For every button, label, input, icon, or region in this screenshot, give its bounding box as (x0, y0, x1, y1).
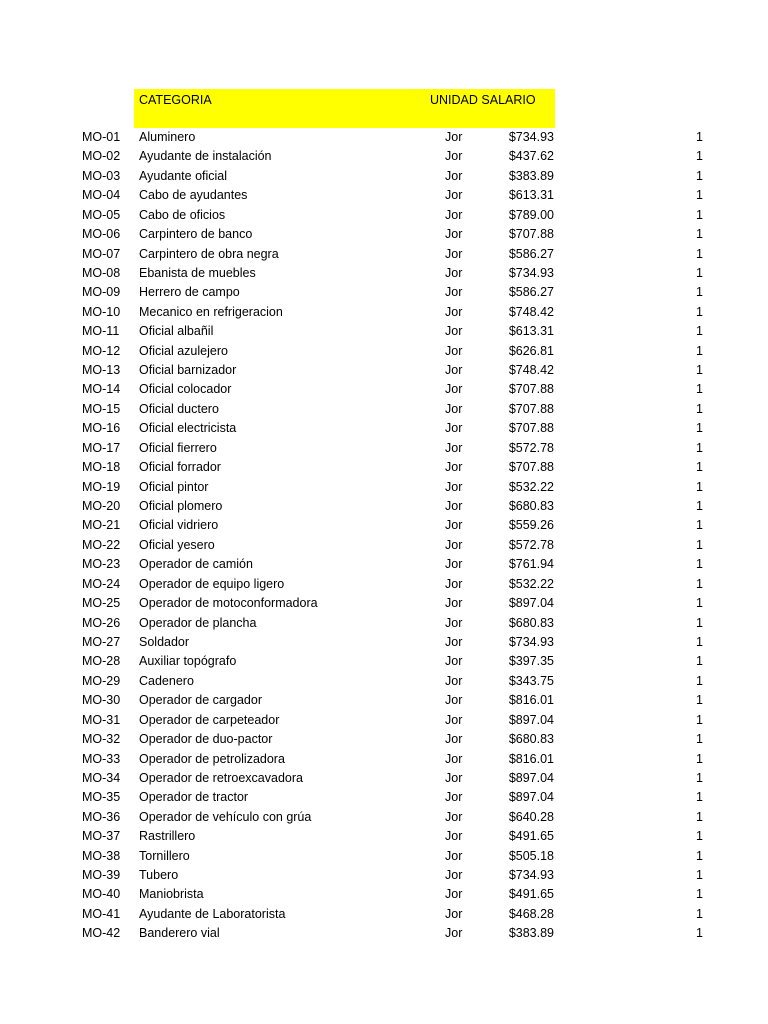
row-category: Carpintero de banco (139, 227, 253, 242)
row-unit: Jor (445, 343, 463, 358)
row-category: Rastrillero (139, 829, 196, 844)
row-quantity: 1 (696, 615, 703, 630)
row-unit: Jor (445, 207, 463, 222)
row-unit: Jor (445, 829, 463, 844)
table-row (0, 458, 768, 477)
row-unit: Jor (445, 634, 463, 649)
table-row (0, 730, 768, 749)
row-category: Aluminero (139, 130, 196, 144)
table-row (0, 478, 768, 497)
row-unit: Jor (445, 130, 463, 144)
table-row (0, 342, 768, 361)
row-quantity: 1 (696, 654, 703, 669)
row-unit: Jor (445, 615, 463, 630)
row-unit: Jor (445, 421, 463, 436)
row-unit: Jor (445, 693, 463, 708)
table-row (0, 245, 768, 264)
row-unit: Jor (445, 188, 463, 203)
row-code: MO-04 (82, 188, 121, 203)
row-code: MO-41 (82, 906, 121, 921)
row-code: MO-27 (82, 634, 121, 649)
row-code: MO-19 (82, 479, 121, 494)
row-unit: Jor (445, 751, 463, 766)
row-unit: Jor (445, 848, 463, 863)
row-quantity: 1 (696, 926, 703, 941)
row-quantity: 1 (696, 227, 703, 242)
row-unit: Jor (445, 770, 463, 785)
row-unit: Jor (445, 149, 463, 164)
row-salary: $383.89 (508, 926, 554, 941)
row-code: MO-20 (82, 499, 121, 514)
row-unit: Jor (445, 168, 463, 183)
row-category: Cabo de oficios (139, 207, 226, 222)
row-salary: $680.83 (508, 615, 554, 630)
row-unit: Jor (445, 576, 463, 591)
row-code: MO-01 (82, 130, 121, 144)
table-row (0, 711, 768, 730)
row-category: Banderero vial (139, 926, 220, 941)
table-row (0, 225, 768, 244)
row-unit: Jor (445, 479, 463, 494)
table-row (0, 691, 768, 710)
row-code: MO-31 (82, 712, 121, 727)
row-unit: Jor (445, 227, 463, 242)
row-code: MO-09 (82, 285, 121, 300)
row-unit: Jor (445, 246, 463, 261)
row-code: MO-18 (82, 460, 121, 475)
row-unit: Jor (445, 868, 463, 883)
row-salary: $707.88 (508, 227, 554, 242)
row-code: MO-14 (82, 382, 121, 397)
row-unit: Jor (445, 596, 463, 611)
row-quantity: 1 (696, 265, 703, 280)
table-row (0, 905, 768, 924)
row-code: MO-07 (82, 246, 121, 261)
row-category: Cadenero (139, 673, 194, 688)
table-row (0, 186, 768, 205)
row-quantity: 1 (696, 673, 703, 688)
table-row (0, 361, 768, 380)
row-unit: Jor (445, 265, 463, 280)
table-row (0, 827, 768, 846)
row-code: MO-11 (82, 324, 120, 339)
row-category: Herrero de campo (139, 285, 240, 300)
row-quantity: 1 (696, 363, 703, 378)
row-category: Operador de carpeteador (139, 712, 280, 727)
row-code: MO-38 (82, 848, 121, 863)
row-unit: Jor (445, 654, 463, 669)
row-unit: Jor (445, 518, 463, 533)
row-category: Ayudante de Laboratorista (139, 906, 286, 921)
row-category: Oficial pintor (139, 479, 209, 494)
row-category: Carpintero de obra negra (139, 246, 279, 261)
row-code: MO-10 (82, 304, 121, 319)
row-code: MO-16 (82, 421, 121, 436)
row-code: MO-13 (82, 363, 121, 378)
row-code: MO-24 (82, 576, 121, 591)
row-code: MO-06 (82, 227, 121, 242)
row-code: MO-36 (82, 809, 121, 824)
row-category: Operador de retroexcavadora (139, 770, 303, 785)
row-code: MO-22 (82, 537, 121, 552)
table-row (0, 128, 768, 147)
table-row (0, 866, 768, 885)
table-row (0, 283, 768, 302)
table-row (0, 264, 768, 283)
row-unit: Jor (445, 363, 463, 378)
row-category: Cabo de ayudantes (139, 188, 248, 203)
row-category: Ayudante de instalación (139, 149, 272, 164)
row-salary: $532.22 (508, 479, 554, 494)
row-unit: Jor (445, 460, 463, 475)
row-code: MO-29 (82, 673, 121, 688)
row-salary: $897.04 (508, 596, 554, 611)
table-row (0, 614, 768, 633)
table-row (0, 516, 768, 535)
row-salary: $505.18 (508, 848, 554, 863)
row-quantity: 1 (696, 440, 703, 455)
row-quantity: 1 (696, 149, 703, 164)
row-salary: $680.83 (508, 732, 554, 747)
row-unit: Jor (445, 887, 463, 902)
row-code: MO-21 (82, 518, 121, 533)
row-category: Tubero (139, 868, 179, 883)
row-code: MO-02 (82, 149, 121, 164)
row-quantity: 1 (696, 246, 703, 261)
row-salary: $707.88 (508, 460, 554, 475)
row-category: Oficial electricista (139, 421, 237, 436)
row-salary: $734.93 (508, 130, 554, 144)
row-category: Operador de plancha (139, 615, 257, 630)
table-row (0, 672, 768, 691)
row-quantity: 1 (696, 324, 703, 339)
table-row (0, 536, 768, 555)
row-category: Oficial ductero (139, 401, 219, 416)
row-quantity: 1 (696, 751, 703, 766)
row-quantity: 1 (696, 343, 703, 358)
row-salary: $586.27 (508, 246, 554, 261)
row-category: Operador de motoconformadora (139, 596, 318, 611)
row-category: Auxiliar topógrafo (139, 654, 237, 669)
row-quantity: 1 (696, 479, 703, 494)
row-code: MO-37 (82, 829, 121, 844)
row-category: Operador de camión (139, 557, 253, 572)
row-code: MO-26 (82, 615, 121, 630)
row-salary: $559.26 (508, 518, 554, 533)
row-salary: $707.88 (508, 382, 554, 397)
row-salary: $816.01 (508, 693, 554, 708)
row-code: MO-08 (82, 265, 121, 280)
table-row (0, 400, 768, 419)
row-quantity: 1 (696, 518, 703, 533)
row-salary: $613.31 (508, 324, 554, 339)
row-code: MO-15 (82, 401, 121, 416)
row-unit: Jor (445, 537, 463, 552)
row-quantity: 1 (696, 887, 703, 902)
row-category: Oficial albañil (139, 324, 214, 339)
row-quantity: 1 (696, 596, 703, 611)
row-unit: Jor (445, 712, 463, 727)
table-row (0, 167, 768, 186)
table-row (0, 497, 768, 516)
salary-table (0, 128, 768, 944)
row-quantity: 1 (696, 712, 703, 727)
row-category: Operador de petrolizadora (139, 751, 285, 766)
row-category: Oficial forrador (139, 460, 221, 475)
row-salary: $707.88 (508, 401, 554, 416)
row-category: Operador de cargador (139, 693, 262, 708)
table-row (0, 594, 768, 613)
row-category: Ebanista de muebles (139, 265, 256, 280)
row-quantity: 1 (696, 829, 703, 844)
row-salary: $734.93 (508, 265, 554, 280)
table-row (0, 652, 768, 671)
row-category: Operador de vehículo con grúa (139, 809, 312, 824)
row-code: MO-35 (82, 790, 121, 805)
table-row (0, 380, 768, 399)
row-quantity: 1 (696, 770, 703, 785)
row-salary: $532.22 (508, 576, 554, 591)
row-category: Maniobrista (139, 887, 204, 902)
row-quantity: 1 (696, 576, 703, 591)
row-salary: $397.35 (508, 654, 554, 669)
row-quantity: 1 (696, 499, 703, 514)
row-salary: $343.75 (508, 673, 554, 688)
row-category: Oficial fierrero (139, 440, 217, 455)
row-unit: Jor (445, 382, 463, 397)
row-code: MO-28 (82, 654, 121, 669)
row-salary: $734.93 (508, 868, 554, 883)
row-quantity: 1 (696, 304, 703, 319)
table-row (0, 924, 768, 943)
row-quantity: 1 (696, 634, 703, 649)
row-salary: $640.28 (508, 809, 554, 824)
row-unit: Jor (445, 926, 463, 941)
row-quantity: 1 (696, 188, 703, 203)
row-salary: $897.04 (508, 712, 554, 727)
row-unit: Jor (445, 673, 463, 688)
row-salary: $626.81 (508, 343, 554, 358)
row-code: MO-32 (82, 732, 121, 747)
row-unit: Jor (445, 732, 463, 747)
table-row (0, 147, 768, 166)
header-categoria: CATEGORIA (139, 93, 212, 107)
row-quantity: 1 (696, 421, 703, 436)
row-code: MO-30 (82, 693, 121, 708)
row-quantity: 1 (696, 130, 703, 144)
table-row (0, 555, 768, 574)
row-unit: Jor (445, 324, 463, 339)
row-category: Operador de tractor (139, 790, 249, 805)
row-unit: Jor (445, 499, 463, 514)
row-quantity: 1 (696, 790, 703, 805)
row-code: MO-17 (82, 440, 121, 455)
row-code: MO-03 (82, 168, 121, 183)
row-category: Oficial colocador (139, 382, 232, 397)
row-salary: $897.04 (508, 770, 554, 785)
row-code: MO-33 (82, 751, 121, 766)
table-row (0, 847, 768, 866)
row-unit: Jor (445, 401, 463, 416)
row-unit: Jor (445, 440, 463, 455)
row-salary: $491.65 (508, 887, 554, 902)
row-code: MO-34 (82, 770, 121, 785)
table-row (0, 808, 768, 827)
table-row (0, 885, 768, 904)
row-category: Tornillero (139, 848, 190, 863)
row-code: MO-25 (82, 596, 121, 611)
table-row (0, 419, 768, 438)
row-quantity: 1 (696, 848, 703, 863)
row-salary: $761.94 (508, 557, 554, 572)
row-quantity: 1 (696, 207, 703, 222)
table-row (0, 322, 768, 341)
row-salary: $734.93 (508, 634, 554, 649)
row-salary: $468.28 (508, 906, 554, 921)
row-quantity: 1 (696, 382, 703, 397)
table-row (0, 750, 768, 769)
header-unidad-salario: UNIDAD SALARIO (430, 93, 536, 107)
row-salary: $789.00 (508, 207, 554, 222)
table-row (0, 788, 768, 807)
row-quantity: 1 (696, 401, 703, 416)
row-category: Oficial yesero (139, 537, 215, 552)
row-salary: $586.27 (508, 285, 554, 300)
row-unit: Jor (445, 285, 463, 300)
row-salary: $897.04 (508, 790, 554, 805)
row-code: MO-40 (82, 887, 121, 902)
row-quantity: 1 (696, 537, 703, 552)
row-code: MO-42 (82, 926, 121, 941)
row-code: MO-12 (82, 343, 121, 358)
row-salary: $491.65 (508, 829, 554, 844)
row-salary: $748.42 (508, 363, 554, 378)
row-salary: $613.31 (508, 188, 554, 203)
table-row (0, 769, 768, 788)
row-quantity: 1 (696, 732, 703, 747)
table-row (0, 633, 768, 652)
row-quantity: 1 (696, 168, 703, 183)
row-unit: Jor (445, 906, 463, 921)
row-unit: Jor (445, 790, 463, 805)
row-quantity: 1 (696, 557, 703, 572)
row-category: Mecanico en refrigeracion (139, 304, 283, 319)
row-salary: $748.42 (508, 304, 554, 319)
row-category: Operador de equipo ligero (139, 576, 285, 591)
row-category: Oficial barnizador (139, 363, 237, 378)
row-salary: $437.62 (508, 149, 554, 164)
row-category: Oficial azulejero (139, 343, 228, 358)
row-code: MO-39 (82, 868, 121, 883)
row-category: Ayudante oficial (139, 168, 228, 183)
row-quantity: 1 (696, 460, 703, 475)
row-unit: Jor (445, 304, 463, 319)
row-unit: Jor (445, 809, 463, 824)
row-category: Oficial plomero (139, 499, 223, 514)
row-salary: $816.01 (508, 751, 554, 766)
row-category: Oficial vidriero (139, 518, 219, 533)
row-quantity: 1 (696, 868, 703, 883)
row-category: Soldador (139, 634, 190, 649)
row-salary: $707.88 (508, 421, 554, 436)
row-salary: $572.78 (508, 440, 554, 455)
table-row (0, 439, 768, 458)
row-quantity: 1 (696, 693, 703, 708)
row-unit: Jor (445, 557, 463, 572)
table-row (0, 575, 768, 594)
row-salary: $680.83 (508, 499, 554, 514)
row-quantity: 1 (696, 809, 703, 824)
row-salary: $572.78 (508, 537, 554, 552)
row-quantity: 1 (696, 906, 703, 921)
row-salary: $383.89 (508, 168, 554, 183)
table-row (0, 303, 768, 322)
row-category: Operador de duo-pactor (139, 732, 273, 747)
table-row (0, 206, 768, 225)
row-quantity: 1 (696, 285, 703, 300)
row-code: MO-05 (82, 207, 121, 222)
row-code: MO-23 (82, 557, 121, 572)
